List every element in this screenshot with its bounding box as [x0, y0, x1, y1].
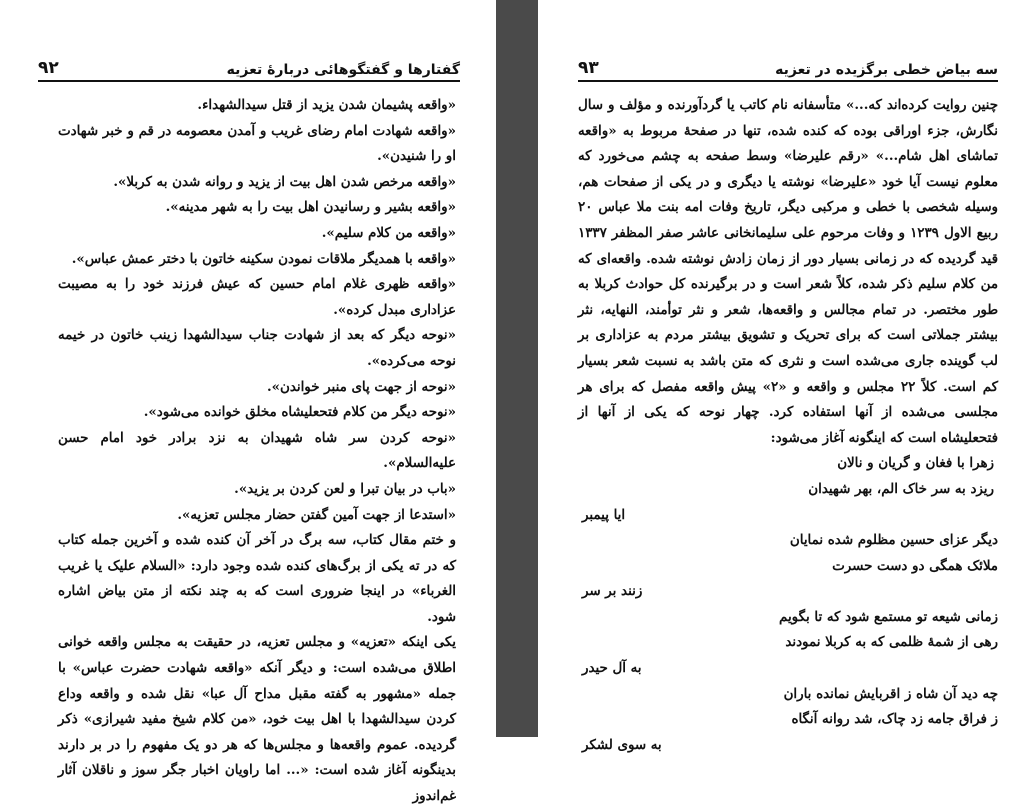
paragraph: «باب در بیان تبرا و لعن کردن بر یزید».: [234, 480, 456, 497]
paragraph: «واقعه شهادت امام رضای غریب و آمدن معصومه در قم و خبر شهادت او را شنیدن».: [58, 122, 456, 165]
left-page-body: [58, 93, 456, 810]
right-page-header: [578, 50, 998, 82]
left-page-number: ۹۲: [38, 58, 59, 78]
paragraph: یکی اینکه «تعزیه» و مجلس تعزیه، در حقیقت به مجلس واقعه خوانی اطلاق می‌شده است: و دیگر آنکه «واقعه شهادت حضرت عباس» با جمله «مشهور به گفته مقبل مداح آل عبا» نقل شده و واقعه وداع کردن سیدالشهدا با اهل بیت خود، «من کلام شیخ مفید شیرازی» ذکر گردیده. عموم واقعه‌ها و مجلس‌ها که هر دو یک مفهوم را در بر دارند بدینگونه آغاز شده است: «... اما راویان اخبار جگر سوز و ناقلان آثار غم‌اندوز: [58, 634, 456, 805]
paragraph: «واقعه ظهری غلام امام حسین که عیش فرزند خود را به مصیبت عزاداری مبدل کرده».: [58, 276, 456, 318]
poem-line: ریزد به سر خاک الم، بهر شهیدان: [808, 480, 994, 497]
right-page-body: [578, 93, 998, 758]
book-gutter: [496, 0, 538, 737]
refrain-line: به سوی لشکر: [582, 736, 662, 753]
left-header-title: گفتارها و گفتگوهائی دربارهٔ تعزیه: [226, 62, 460, 78]
verse-line: رهی از شمهٔ ظلمی که به کربلا نمودند: [785, 634, 998, 651]
right-header-title: سه بیاض خطی برگزیده در تعزیه: [775, 62, 998, 78]
paragraph: چنین روایت کرده‌اند که...» متأسفانه نام کاتب یا گردآورنده و مؤلف و سال نگارش، جزء اوراقی بوده که کنده شده، تنها در صفحهٔ مربوط به «واقعه تماشای اهل شام...» «رقم علیرضا» وسط صفحه به چشم می‌خورد که معلوم نیست آیا خود «علیرضا» نوشته یا دیگری و در یکی از صفحات هم، وسیله شخصی با خطی و مرکبی دیگر، تاریخ وفات امه بنت ملا عباس ۲۰ ربیع الاول ۱۲۳۹ و وفات مرحوم علی سلیمانخانی عاشر صفر المظفر ۱۳۳۷ قید گردیده که در زمانی بسیار دور از زمان زادش نوشته شده. واقعه‌ای که من کلام سلیم ذکر شده، کلاً شعر است و در برگیرنده کل حوادث کربلا به طور مختصر. در تمام مجالس و واقعه‌ها، شعر و نثر توأمند، النهایه، نثر بیشتر جملاتی است که برای تحریک و تشویق بیشتر مردم به عزاداری بر لب گوینده جاری می‌شده است و نثری که متن باشد به نسبت شعر بسیار کم است. کلاً ۲۲ مجلس و واقعه و «۲» پیش واقعه مفصل که برای هر مجلسی می‌شده از آنها استفاده کرد. چهار نوحه که یکی از آنها از فتحعلیشاه است که اینگونه آغاز می‌شود:: [578, 97, 998, 446]
paragraph: «نوحه کردن سر شاه شهیدان به نزد برادر خود امام حسن علیه‌السلام».: [58, 429, 456, 472]
paragraph: «استدعا از جهت آمین گفتن حضار مجلس تعزیه».: [177, 506, 456, 523]
paragraph: «نوحه از جهت پای منبر خواندن».: [266, 378, 456, 395]
right-page: [538, 0, 1024, 753]
refrain-line: زنند بر سر: [582, 583, 643, 600]
paragraph: «واقعه من کلام سلیم».: [321, 224, 456, 241]
refrain-line: ایا پیمبر: [582, 506, 626, 523]
paragraph: «نوحه دیگر من کلام فتحعلیشاه مخلق خوانده می‌شود».: [143, 404, 456, 421]
verse-line: ملائک همگی دو دست حسرت: [832, 557, 998, 574]
poem-line: زهرا با فغان و گریان و نالان: [837, 455, 994, 472]
left-page: [0, 0, 496, 805]
right-page-number: ۹۳: [578, 58, 599, 78]
paragraph: «واقعه مرخص شدن اهل بیت از یزید و روانه شدن به کربلا».: [113, 173, 456, 190]
verse-line: چه دید آن شاه ز اقربایش نمانده باران: [783, 685, 998, 702]
paragraph: «نوحه دیگر که بعد از شهادت جناب سیدالشهدا زینب خاتون در خیمه نوحه می‌کرده».: [58, 327, 456, 369]
paragraph: «واقعه پشیمان شدن یزید از قتل سیدالشهداء.: [197, 97, 456, 113]
refrain-line: به آل حیدر: [582, 660, 642, 677]
paragraph: و ختم مقال کتاب، سه برگ در آخر آن کنده شده و آخرین جمله کتاب که در ته یکی از برگ‌های کنده شده وجود دارد: «السلام علیک یا غریب الغرباء» در اینجا ضروری است که به چند نکته از متن بیاض اشاره شود.: [58, 532, 456, 625]
paragraph: «واقعه با همدیگر ملاقات نمودن سکینه خاتون با دختر عمش عباس».: [71, 250, 456, 267]
poem-opening: [578, 451, 998, 502]
left-page-header: [38, 50, 460, 82]
verse-line: زمانی شیعه تو مستمع شود که تا بگویم: [779, 608, 998, 625]
verse-line: ز فراق جامه زد چاک، شد روانه آنگاه: [791, 711, 998, 728]
paragraph: «واقعه بشیر و رسانیدن اهل بیت را به شهر مدینه».: [165, 199, 456, 216]
verse-line: دیگر عزای حسین مظلوم شده نمایان: [789, 532, 998, 549]
